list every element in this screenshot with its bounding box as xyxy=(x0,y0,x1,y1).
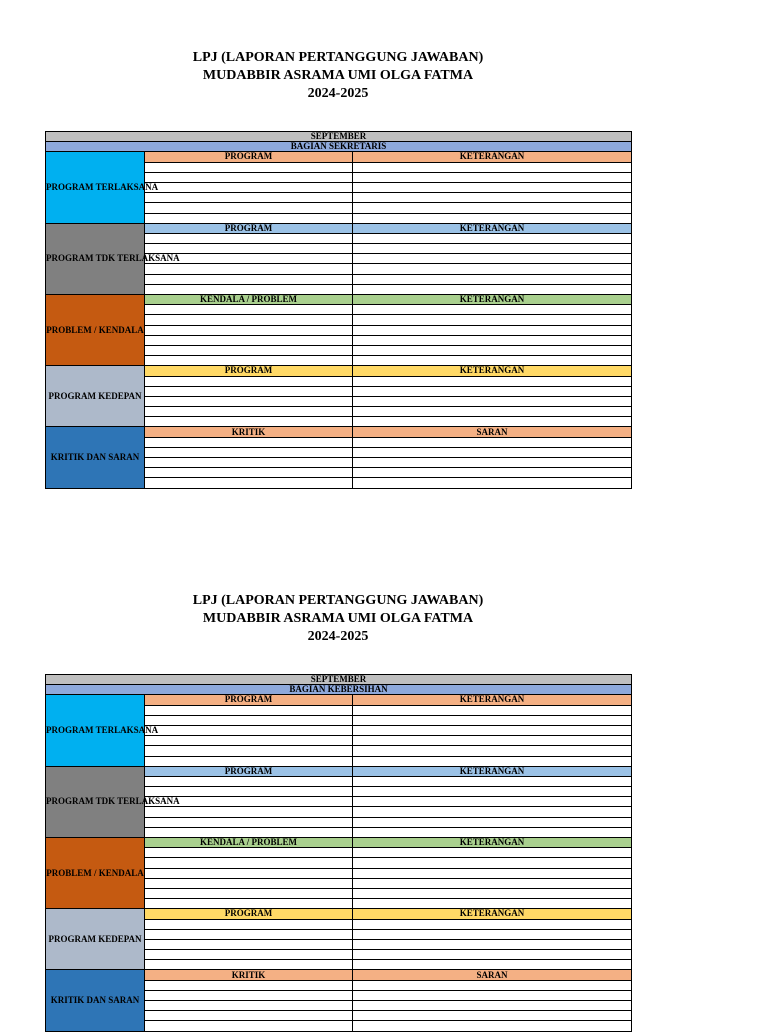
table-cell[interactable] xyxy=(353,715,632,725)
table-cell[interactable] xyxy=(353,807,632,817)
table-cell[interactable] xyxy=(145,376,353,386)
table-cell[interactable] xyxy=(353,756,632,766)
table-cell[interactable] xyxy=(353,172,632,182)
table-cell[interactable] xyxy=(145,264,353,274)
table-cell[interactable] xyxy=(145,990,353,1000)
table-cell[interactable] xyxy=(145,356,353,366)
report-title-line3: 2024-2025 xyxy=(307,629,369,644)
table-cell[interactable] xyxy=(145,756,353,766)
table-cell[interactable] xyxy=(145,827,353,837)
table-cell[interactable] xyxy=(145,929,353,939)
table-cell[interactable] xyxy=(145,848,353,858)
column-header-kritik: KRITIK xyxy=(145,970,353,980)
table-cell[interactable] xyxy=(145,447,353,457)
report-title-line2: MUDABBIR ASRAMA UMI OLGA FATMA xyxy=(202,68,474,83)
table-cell[interactable] xyxy=(353,1021,632,1031)
column-header-keterangan: KETERANGAN xyxy=(353,909,632,919)
section-label-program-terlaksana: PROGRAM TERLAKSANA xyxy=(46,152,145,223)
table-cell[interactable] xyxy=(145,193,353,203)
table-cell[interactable] xyxy=(145,715,353,725)
column-header-keterangan: KETERANGAN xyxy=(353,366,632,376)
report-title-line1: LPJ (LAPORAN PERTANGGUNG JAWABAN) xyxy=(192,593,484,608)
column-header-kendala: KENDALA / PROBLEM xyxy=(145,295,353,305)
table-cell[interactable] xyxy=(353,939,632,949)
column-header-program: PROGRAM xyxy=(145,695,353,705)
table-cell[interactable] xyxy=(353,736,632,746)
column-header-program: PROGRAM xyxy=(145,909,353,919)
table-cell[interactable] xyxy=(145,325,353,335)
table-cell[interactable] xyxy=(353,919,632,929)
table-cell[interactable] xyxy=(353,193,632,203)
section-label-problem-kendala: PROBLEM / KENDALA xyxy=(46,295,145,366)
report-title xyxy=(0,592,676,646)
table-cell[interactable] xyxy=(353,980,632,990)
table-cell[interactable] xyxy=(145,458,353,468)
section-label-program-terlaksana: PROGRAM TERLAKSANA xyxy=(46,695,145,766)
table-cell[interactable] xyxy=(353,827,632,837)
table-cell[interactable] xyxy=(353,817,632,827)
table-cell[interactable] xyxy=(353,417,632,427)
column-header-program: PROGRAM xyxy=(145,223,353,233)
table-cell[interactable] xyxy=(353,868,632,878)
table-cell[interactable] xyxy=(145,939,353,949)
table-cell[interactable] xyxy=(353,950,632,960)
table-cell[interactable] xyxy=(145,468,353,478)
table-cell[interactable] xyxy=(145,787,353,797)
table-cell[interactable] xyxy=(145,437,353,447)
table-cell[interactable] xyxy=(145,244,353,254)
table-cell[interactable] xyxy=(353,960,632,970)
table-cell[interactable] xyxy=(353,284,632,294)
table-cell[interactable] xyxy=(145,182,353,192)
table-cell[interactable] xyxy=(353,396,632,406)
report-title-line1: LPJ (LAPORAN PERTANGGUNG JAWABAN) xyxy=(192,50,484,65)
report-title-line3: 2024-2025 xyxy=(307,86,369,101)
table-cell[interactable] xyxy=(353,407,632,417)
table-cell[interactable] xyxy=(145,746,353,756)
report-title-line2: MUDABBIR ASRAMA UMI OLGA FATMA xyxy=(202,611,474,626)
table-cell[interactable] xyxy=(145,305,353,315)
table-cell[interactable] xyxy=(353,437,632,447)
section-label-kritik-saran: KRITIK DAN SARAN xyxy=(46,970,145,1031)
table-cell[interactable] xyxy=(353,787,632,797)
table-cell[interactable] xyxy=(145,899,353,909)
table-cell[interactable] xyxy=(145,725,353,735)
table-cell[interactable] xyxy=(145,736,353,746)
table-cell[interactable] xyxy=(353,468,632,478)
table-cell[interactable] xyxy=(353,264,632,274)
table-cell[interactable] xyxy=(145,878,353,888)
table-cell[interactable] xyxy=(353,888,632,898)
section-label-program-kedepan: PROGRAM KEDEPAN xyxy=(46,366,145,427)
table-cell[interactable] xyxy=(145,233,353,243)
section-label-program-tdk-terlaksana: PROGRAM TDK TERLAKSANA xyxy=(46,223,145,294)
table-cell[interactable] xyxy=(145,284,353,294)
table-cell[interactable] xyxy=(145,1021,353,1031)
column-header-keterangan: KETERANGAN xyxy=(353,695,632,705)
section-label-problem-kendala: PROBLEM / KENDALA xyxy=(46,838,145,909)
table-cell[interactable] xyxy=(145,407,353,417)
bagian-header: BAGIAN SEKRETARIS xyxy=(46,142,632,152)
table-cell[interactable] xyxy=(145,386,353,396)
table-cell[interactable] xyxy=(353,705,632,715)
table-cell[interactable] xyxy=(145,776,353,786)
bagian-header: BAGIAN KEBERSIHAN xyxy=(46,685,632,695)
table-cell[interactable] xyxy=(353,776,632,786)
table-cell[interactable] xyxy=(353,878,632,888)
table-cell[interactable] xyxy=(353,858,632,868)
table-cell[interactable] xyxy=(145,315,353,325)
table-cell[interactable] xyxy=(145,345,353,355)
table-cell[interactable] xyxy=(145,1001,353,1011)
table-cell[interactable] xyxy=(145,705,353,715)
table-cell[interactable] xyxy=(145,417,353,427)
column-header-saran: SARAN xyxy=(353,970,632,980)
table-cell[interactable] xyxy=(145,950,353,960)
table-cell[interactable] xyxy=(353,244,632,254)
column-header-program: PROGRAM xyxy=(145,766,353,776)
table-cell[interactable] xyxy=(353,478,632,488)
table-cell[interactable] xyxy=(145,888,353,898)
table-cell[interactable] xyxy=(353,356,632,366)
table-cell[interactable] xyxy=(353,725,632,735)
table-cell[interactable] xyxy=(353,203,632,213)
table-cell[interactable] xyxy=(353,797,632,807)
column-header-keterangan: KETERANGAN xyxy=(353,766,632,776)
table-cell[interactable] xyxy=(353,274,632,284)
table-cell[interactable] xyxy=(353,990,632,1000)
table-cell[interactable] xyxy=(353,386,632,396)
table-cell[interactable] xyxy=(353,929,632,939)
table-cell[interactable] xyxy=(353,213,632,223)
table-cell[interactable] xyxy=(145,980,353,990)
table-cell[interactable] xyxy=(353,746,632,756)
table-cell[interactable] xyxy=(145,960,353,970)
table-cell[interactable] xyxy=(145,335,353,345)
report-title xyxy=(0,49,676,103)
table-cell[interactable] xyxy=(353,376,632,386)
report-table xyxy=(45,131,632,489)
column-header-keterangan: KETERANGAN xyxy=(353,152,632,162)
table-cell[interactable] xyxy=(145,858,353,868)
section-label-program-tdk-terlaksana: PROGRAM TDK TERLAKSANA xyxy=(46,766,145,837)
column-header-keterangan: KETERANGAN xyxy=(353,295,632,305)
table-cell[interactable] xyxy=(145,203,353,213)
table-cell[interactable] xyxy=(353,335,632,345)
month-header: SEPTEMBER xyxy=(46,675,632,685)
table-cell[interactable] xyxy=(353,233,632,243)
column-header-program: PROGRAM xyxy=(145,366,353,376)
section-label-program-kedepan: PROGRAM KEDEPAN xyxy=(46,909,145,970)
table-cell[interactable] xyxy=(353,182,632,192)
table-cell[interactable] xyxy=(353,1011,632,1021)
column-header-program: PROGRAM xyxy=(145,152,353,162)
column-header-keterangan: KETERANGAN xyxy=(353,838,632,848)
table-cell[interactable] xyxy=(145,807,353,817)
table-cell[interactable] xyxy=(145,396,353,406)
section-label-kritik-saran: KRITIK DAN SARAN xyxy=(46,427,145,488)
table-cell[interactable] xyxy=(353,899,632,909)
table-cell[interactable] xyxy=(353,315,632,325)
table-cell[interactable] xyxy=(353,345,632,355)
column-header-kendala: KENDALA / PROBLEM xyxy=(145,838,353,848)
table-cell[interactable] xyxy=(353,325,632,335)
table-cell[interactable] xyxy=(145,478,353,488)
column-header-kritik: KRITIK xyxy=(145,427,353,437)
column-header-saran: SARAN xyxy=(353,427,632,437)
table-cell[interactable] xyxy=(353,254,632,264)
month-header: SEPTEMBER xyxy=(46,132,632,142)
table-cell[interactable] xyxy=(353,162,632,172)
table-cell[interactable] xyxy=(353,447,632,457)
table-cell[interactable] xyxy=(145,162,353,172)
table-cell[interactable] xyxy=(145,274,353,284)
table-cell[interactable] xyxy=(145,1011,353,1021)
table-cell[interactable] xyxy=(353,305,632,315)
table-cell[interactable] xyxy=(145,172,353,182)
table-cell[interactable] xyxy=(353,848,632,858)
table-cell[interactable] xyxy=(145,213,353,223)
table-cell[interactable] xyxy=(353,458,632,468)
report-table xyxy=(45,674,632,1032)
table-cell[interactable] xyxy=(145,868,353,878)
column-header-keterangan: KETERANGAN xyxy=(353,223,632,233)
table-cell[interactable] xyxy=(145,817,353,827)
table-cell[interactable] xyxy=(145,919,353,929)
table-cell[interactable] xyxy=(353,1001,632,1011)
